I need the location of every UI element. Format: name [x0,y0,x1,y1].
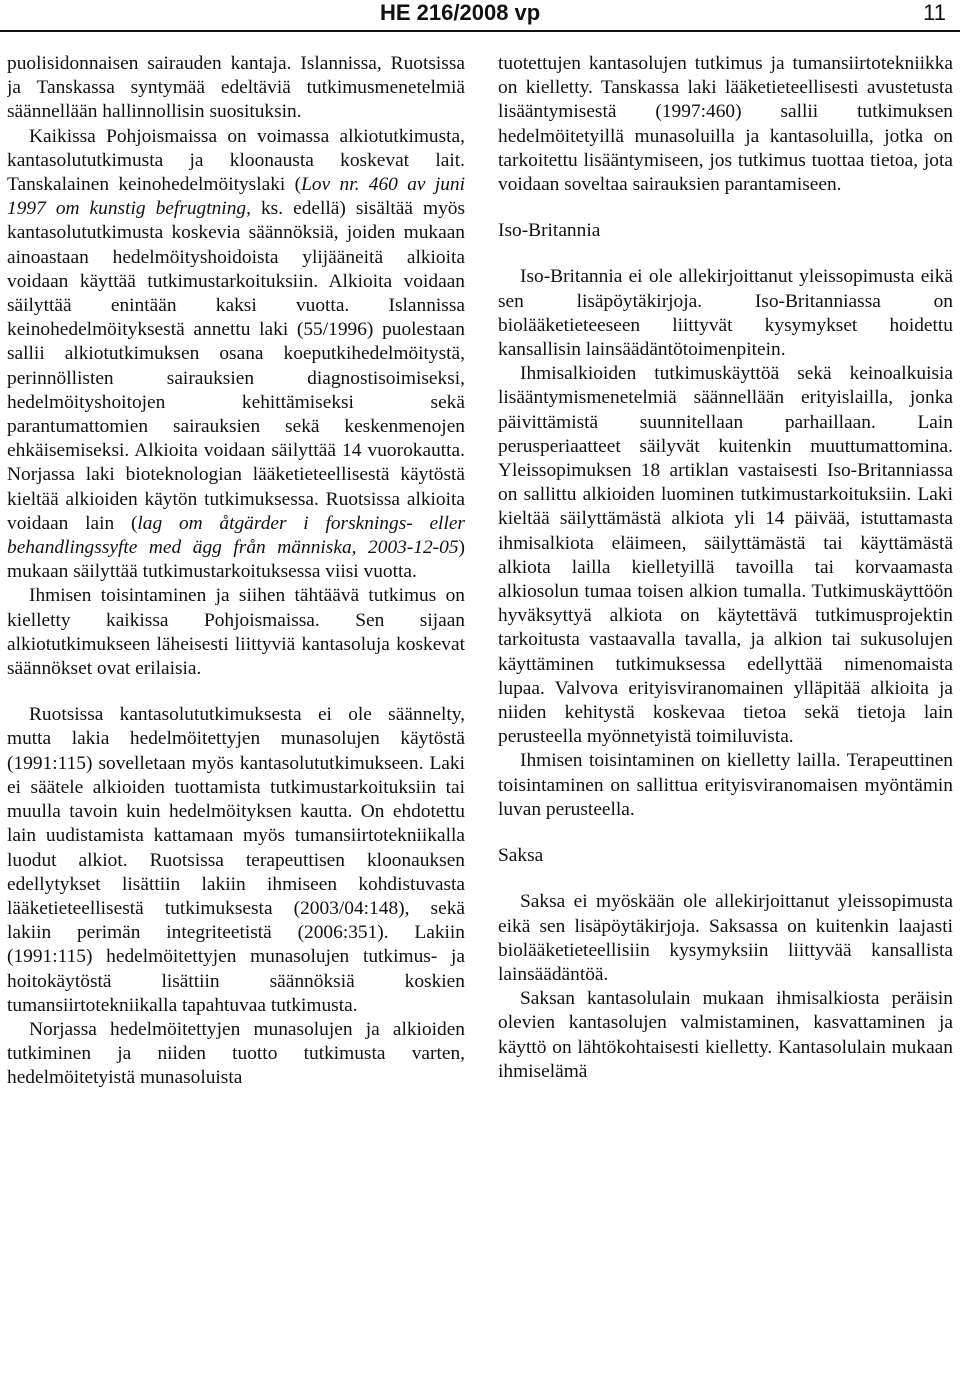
document-id: HE 216/2008 vp [380,0,541,25]
section-heading: Iso-Britannia [498,220,601,242]
left-column [7,52,465,1382]
page-number: 11 [923,0,946,25]
law-title: Lov nr. 460 av juni 1997 om kunstig befrugtning [7,174,465,220]
paragraph: Saksan kantasolulain mukaan ihmisalkiosta peräisin olevien kantasolujen valmistaminen, kasvattaminen ja käyttö on lähtökohtaisesti kielletty. Kantasolulain mukaan ihmiselämä [498,988,953,1082]
paragraph: Ihmisalkioiden tutkimuskäyttöä sekä keinoalkuisia lisääntymismenetelmiä säännellään erityislailla, jonka päivittämistä suunnitellaan parhaillaan. Lain perusperiaatteet säilyvät kuitenkin muuttumattomina. Yleissopimuksen 18 artiklan vastaisesti Iso-Britanniassa on sallittu alkioiden luominen tutkimustarkoituksiin. Laki kieltää säilyttämästä alkiota yli 14 päivää, istuttamasta ihmisalkiota eläimeen, säilyttämästä tai käyttämästä alkiota lailla kielletyillä tavoilla tai korvaamasta alkiosolun tumaa toisen alkion tumalla. Tutkimuskäyttöön hyväksyttyä alkiota on käytettävä tutkimusprojektin tarkoitusta vastaavalla tavalla, ja alkion tai sukusolujen käyttäminen tutkimuksessa edellyttää nimenomaista lupaa. Valvova erityisviranomainen ylläpitää alkioita ja niiden kehitystä koskevaa tietoa sekä tietoja lain perusteella myönnetyistä toimiluvista. [498,363,953,748]
paragraph: Ruotsissa kantasolututkimuksesta ei ole säännelty, mutta lakia hedelmöitettyjen munasolujen käytöstä (1991:115) sovelletaan myös kantasolututkimukseen. Laki ei säätele alkioiden tuottamista tutkimustarkoituksiin tai muulla tavoin kuin hedelmöityksen kautta. On ehdotettu lain uudistamista kattamaan myös tumansiirtotekniikalla luodut alkiot. Ruotsissa terapeuttisen kloonauksen edellytykset lisättiin lakiin ihmiseen kohdistuvasta lääketieteellisestä tutkimuksesta (2003/04:148), sekä lakiin perimän integriteetistä (2006:351). Lakiin (1991:115) hedelmöitettyjen munasolujen tutkimus- ja hoitokäytöstä lisättiin säännöksiä koskien tumansiirtotekniikalla tapahtuvaa tutkimusta. [7,704,465,1016]
paragraph: puolisidonnaisen sairauden kantaja. Islannissa, Ruotsissa ja Tanskassa syntymää edeltäviä tutkimusmenetelmiä säännellään hallinnollisin suosituksin. [7,53,465,123]
page-header [0,0,960,30]
header-rule [0,30,960,32]
section-heading: Saksa [498,845,544,867]
paragraph: Ihmisen toisintaminen ja siihen tähtäävä tutkimus on kielletty kaikissa Pohjoismaissa. Sen sijaan alkiotutkimukseen läheisesti liittyviä kantasoluja koskevat säännökset ovat erilaisia. [7,585,465,680]
law-title: lag om åtgärder i forsknings- eller behandlingssyfte med ägg från människa, 2003-12-05 [7,512,465,559]
paragraph: Iso-Britannia ei ole allekirjoittanut yleissopimusta eikä sen lisäpöytäkirjoja. Iso-Britanniassa on biolääketieteeseen liittyvät kysymykset hoidettu kansallisin lainsäädäntötoimenpitein. [498,266,953,361]
paragraph: Kaikissa Pohjoismaissa on voimassa alkiotutkimusta, kantasolututkimusta ja kloonausta koskevat lait. Tanskalainen keinohedelmöityslaki (Lov nr. 460 av juni 1997 om kunstig befrugtning, ks. edellä) sisältää myös kantasolututkimusta koskevia säännöksiä, joiden mukaan ainoastaan hedelmöityshoidoista ylijääneitä alkioita voidaan käyttää tutkimustarkoituksiin. Alkioita voidaan säilyttää enintään kaksi vuotta. Islannissa keinohedelmöityksestä annettu laki (55/1996) puolestaan sallii alkiotutkimuksen osana koeputkihedelmöitystä, perinnöllisten sairauksien diagnostisoimiseksi, hedelmöityshoitojen kehittämiseksi sekä parantumattomien sairauksien sekä keskenmenojen ehkäisemiseksi. Alkioita voidaan säilyttää 14 vuorokautta. Norjassa laki bioteknologian lääketieteellisestä käytöstä kieltää alkioiden käytön tutkimuksessa. Ruotsissa alkioita voidaan lain (lag om åtgärder i forsknings- eller behandlingssyfte med ägg från människa, 2003-12-05) mukaan säilyttää tutkimustarkoituksessa viisi vuotta. [7,125,465,583]
paragraph: Ihmisen toisintaminen on kielletty lailla. Terapeuttinen toisintaminen on sallittua erityisviranomaisen myöntämin luvan perusteella. [498,750,953,820]
paragraph: tuotettujen kantasolujen tutkimus ja tumansiirtotekniikka on kielletty. Tanskassa laki lääketieteellisesti avustetusta lisääntymisestä (1997:460) sallii tutkimuksen hedelmöitetyillä munasoluilla ja kantasoluilla, jotka on tarkoitettu lisääntymiseen, jos tutkimus tuottaa tietoa, jota voidaan soveltaa sairauksien parantamiseen. [498,53,953,196]
right-column [498,52,953,1382]
paragraph: Saksa ei myöskään ole allekirjoittanut yleissopimusta eikä sen lisäpöytäkirjoja. Saksassa on kuitenkin laajasti biolääketieteellisiin kysymyksiin liittyvää kansallista lainsäädäntöä. [498,891,953,985]
paragraph: Norjassa hedelmöitettyjen munasolujen ja alkioiden tutkiminen ja niiden tuotto tutkimusta varten, hedelmöitetyistä munasoluista [7,1018,465,1089]
